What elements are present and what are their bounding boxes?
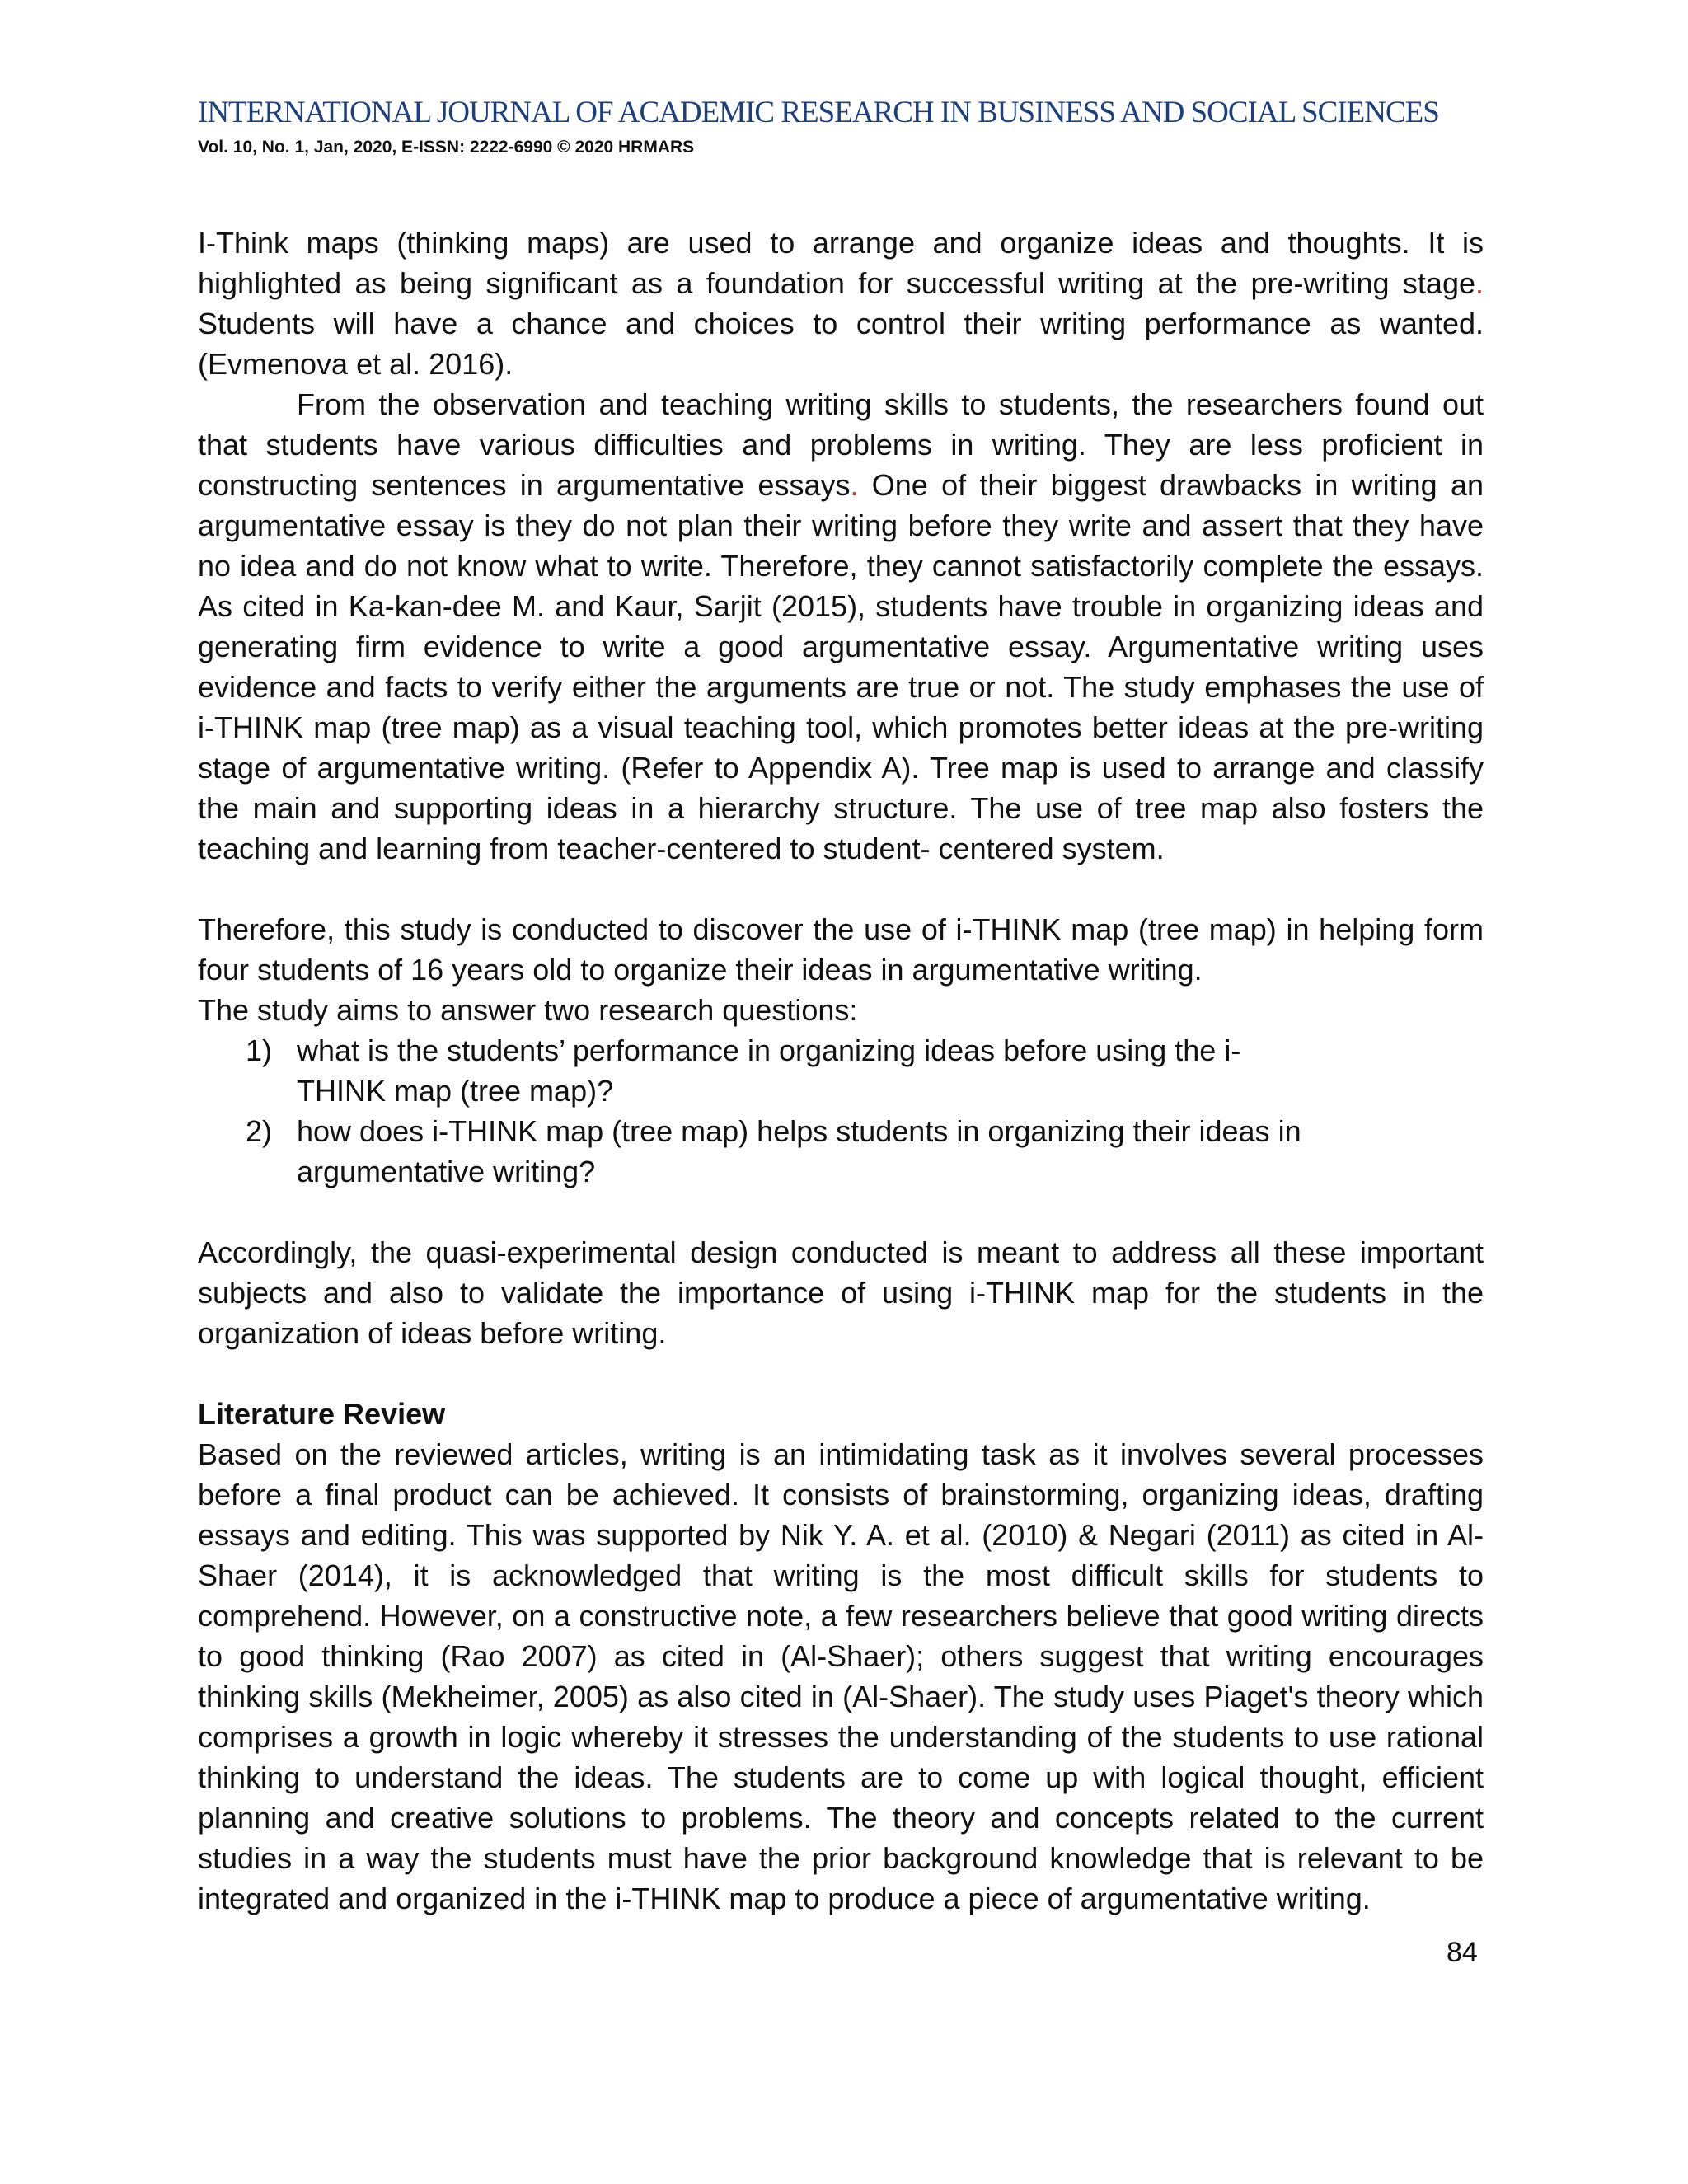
article-body bbox=[198, 223, 1484, 1919]
journal-title: INTERNATIONAL JOURNAL OF ACADEMIC RESEARCH IN BUSINESS AND SOCIAL SCIENCES bbox=[198, 96, 1439, 129]
research-questions-list bbox=[198, 1030, 1484, 1192]
paragraph-purpose: Therefore, this study is conducted to discover the use of i-THINK map (tree map) in helping form four students of 16 years old to organize their ideas in argumentative writing. bbox=[198, 912, 1484, 987]
list-item bbox=[198, 1111, 1484, 1192]
list-number: 1) bbox=[246, 1033, 273, 1067]
paragraph-observation bbox=[198, 384, 1484, 869]
paragraph-questions-intro: The study aims to answer two research questions: bbox=[198, 993, 858, 1027]
list-item-text: how does i-THINK map (tree map) helps students in organizing their ideas in argumentative writing? bbox=[297, 1114, 1301, 1188]
paragraph-intro-text-b: Students will have a chance and choices to control their writing performance as wanted. (Evmenova et al. 2016). bbox=[198, 307, 1484, 381]
list-number: 2) bbox=[246, 1114, 273, 1148]
paragraph-observation-text-a: From the observation and teaching writing skills to students, the researchers found out that students have various difficulties and problems in writing. They are less proficient in constructing sentences in argumentative essays bbox=[198, 387, 1484, 502]
list-item-text: what is the students’ performance in organizing ideas before using the i-THINK map (tree map)? bbox=[297, 1033, 1241, 1108]
highlight-dot: . bbox=[850, 468, 859, 502]
page-number: 84 bbox=[1447, 1937, 1478, 1968]
paragraph-intro bbox=[198, 223, 1484, 384]
issue-info: Vol. 10, No. 1, Jan, 2020, E-ISSN: 2222-6990 © 2020 HRMARS bbox=[198, 138, 695, 157]
paragraph-observation-text-b: One of their biggest drawbacks in writing an argumentative essay is they do not plan their writing before they write and assert that they have no idea and do not know what to write. Therefore, they cannot satisfactorily complete the essays. As cited in Ka-kan-dee M. and Kaur, Sarjit (2015), students have trouble in organizing ideas and generating firm evidence to write a good argumentative essay. Argumentative writing uses evidence and facts to verify either the arguments are true or not. The study emphases the use of i-THINK map (tree map) as a visual teaching tool, which promotes better ideas at the pre-writing stage of argumentative writing. (Refer to Appendix A). Tree map is used to arrange and classify the main and supporting ideas in a hierarchy structure. The use of tree map also fosters the teaching and learning from teacher-centered to student- centered system. bbox=[198, 468, 1484, 865]
paragraph-accordingly: Accordingly, the quasi-experimental design conducted is meant to address all these important subjects and also to validate the importance of using i-THINK map for the students in the organization of ideas before writing. bbox=[198, 1235, 1484, 1350]
paragraph-intro-text-a: I-Think maps (thinking maps) are used to arrange and organize ideas and thoughts. It is highlighted as being significant as a foundation for successful writing at the pre-writing stage bbox=[198, 226, 1484, 300]
section-heading: Literature Review bbox=[198, 1397, 446, 1431]
list-item bbox=[198, 1030, 1484, 1111]
highlight-dot: . bbox=[1475, 266, 1484, 300]
paragraph-literature-review: Based on the reviewed articles, writing is an intimidating task as it involves several processes before a final product can be achieved. It consists of brainstorming, organizing ideas, drafting essays and editing. This was supported by Nik Y. A. et al. (2010) & Negari (2011) as cited in Al-Shaer (2014), it is acknowledged that writing is the most difficult skills for students to comprehend. However, on a constructive note, a few researchers believe that good writing directs to good thinking (Rao 2007) as cited in (Al-Shaer); others suggest that writing encourages thinking skills (Mekheimer, 2005) as also cited in (Al-Shaer). The study uses Piaget's theory which comprises a growth in logic whereby it stresses the understanding of the students to use rational thinking to understand the ideas. The students are to come up with logical thought, efficient planning and creative solutions to problems. The theory and concepts related to the current studies in a way the students must have the prior background knowledge that is relevant to be integrated and organized in the i-THINK map to produce a piece of argumentative writing. bbox=[198, 1437, 1484, 1915]
